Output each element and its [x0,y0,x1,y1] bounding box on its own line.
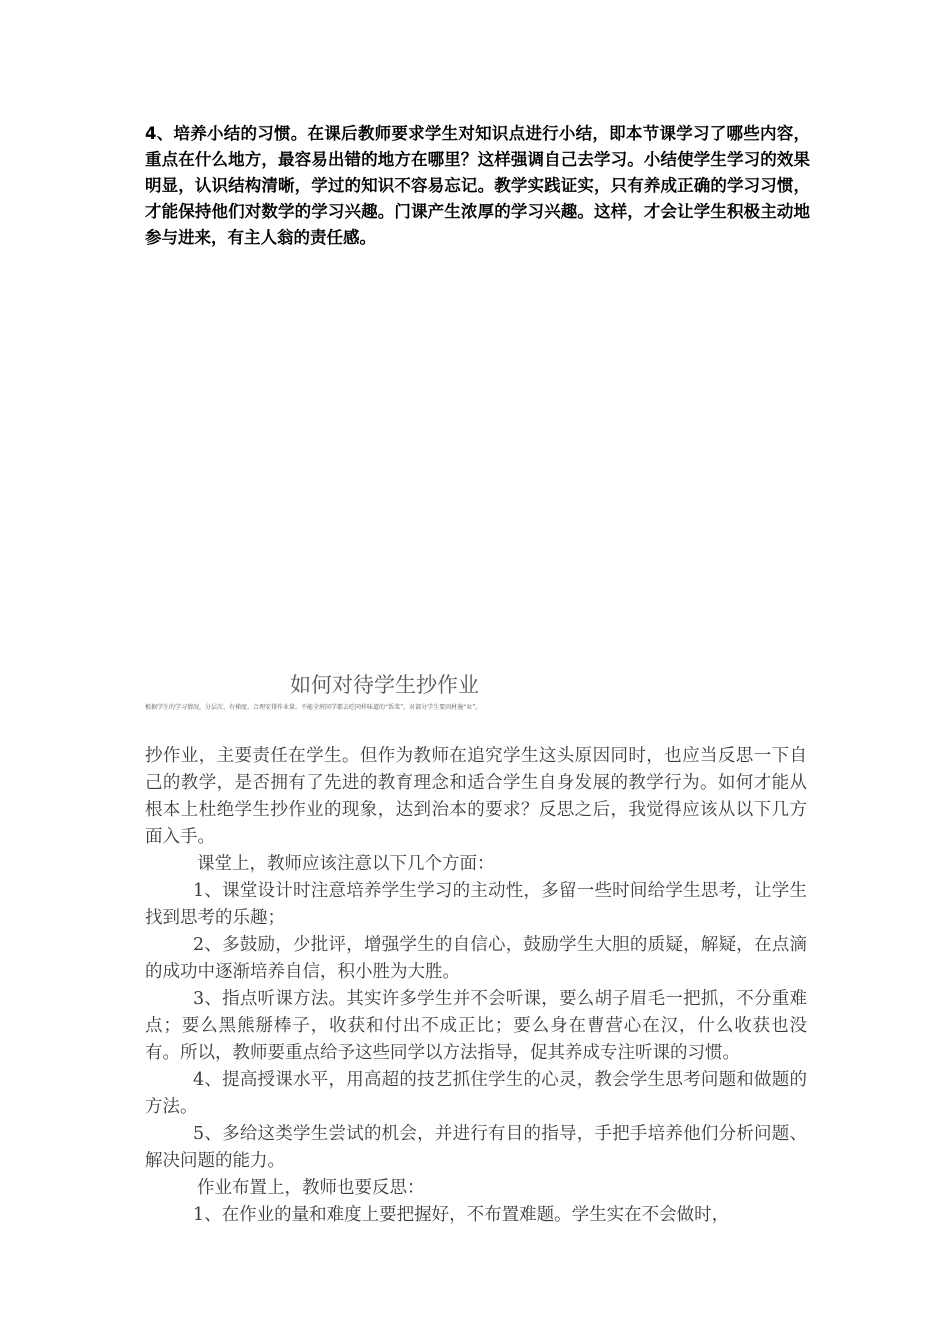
classroom-point-5: 5、多给这类学生尝试的机会，并进行有目的指导，手把手培养他们分析问题、解决问题的能力。 [145,1124,807,1171]
article-body [145,743,807,1229]
classroom-point-3: 3、指点听课方法。其实许多学生并不会听课，要么胡子眉毛一把抓，不分重难点；要么黑熊掰棒子，收获和付出不成正比；要么身在曹营心在汉，什么收获也没有。所以，教师要重点给予这些同学以方法指导，促其养成专注听课的习惯。 [145,989,807,1063]
classroom-point-4: 4、提高授课水平，用高超的技艺抓住学生的心灵，教会学生思考问题和做题的方法。 [145,1070,807,1117]
homework-point-1: 1、在作业的量和难度上要把握好，不布置难题。学生实在不会做时， [193,1205,730,1225]
homework-heading: 作业布置上，教师也要反思： [197,1178,425,1198]
intro-paragraph: 抄作业，主要责任在学生。但作为教师在追究学生这头原因同时，也应当反思一下自己的教学，是否拥有了先进的教育理念和适合学生自身发展的教学行为。如何才能从根本上杜绝学生抄作业的现象，达到治本的要求？反思之后，我觉得应该从以下几方面入手。 [145,746,807,847]
article-subnote: 根据学生的学习情况，分层次、有梯度、合理安排作业量。不能全班同学都去吃同样味道的“饭菜”，对部分学生要因材施“业”。 [145,704,482,711]
classroom-point-2: 2、多鼓励，少批评，增强学生的自信心，鼓励学生大胆的质疑，解疑，在点滴的成功中逐渐培养自信，积小胜为大胜。 [145,935,807,982]
article-title: 如何对待学生抄作业 [290,673,479,697]
classroom-heading: 课堂上，教师应该注意以下几个方面： [197,854,495,874]
classroom-point-1: 1、课堂设计时注意培养学生学习的主动性，多留一些时间给学生思考，让学生找到思考的乐趣； [145,881,807,928]
habit-summary-paragraph: 4、培养小结的习惯。在课后教师要求学生对知识点进行小结，即本节课学习了哪些内容，重点在什么地方，最容易出错的地方在哪里？这样强调自己去学习。小结使学生学习的效果明显，认识结构清晰，学过的知识不容易忘记。教学实践证实，只有养成正确的学习习惯，才能保持他们对数学的学习兴趣。门课产生浓厚的学习兴趣。这样，才会让学生积极主动地参与进来，有主人翁的责任感。 [145,124,810,247]
